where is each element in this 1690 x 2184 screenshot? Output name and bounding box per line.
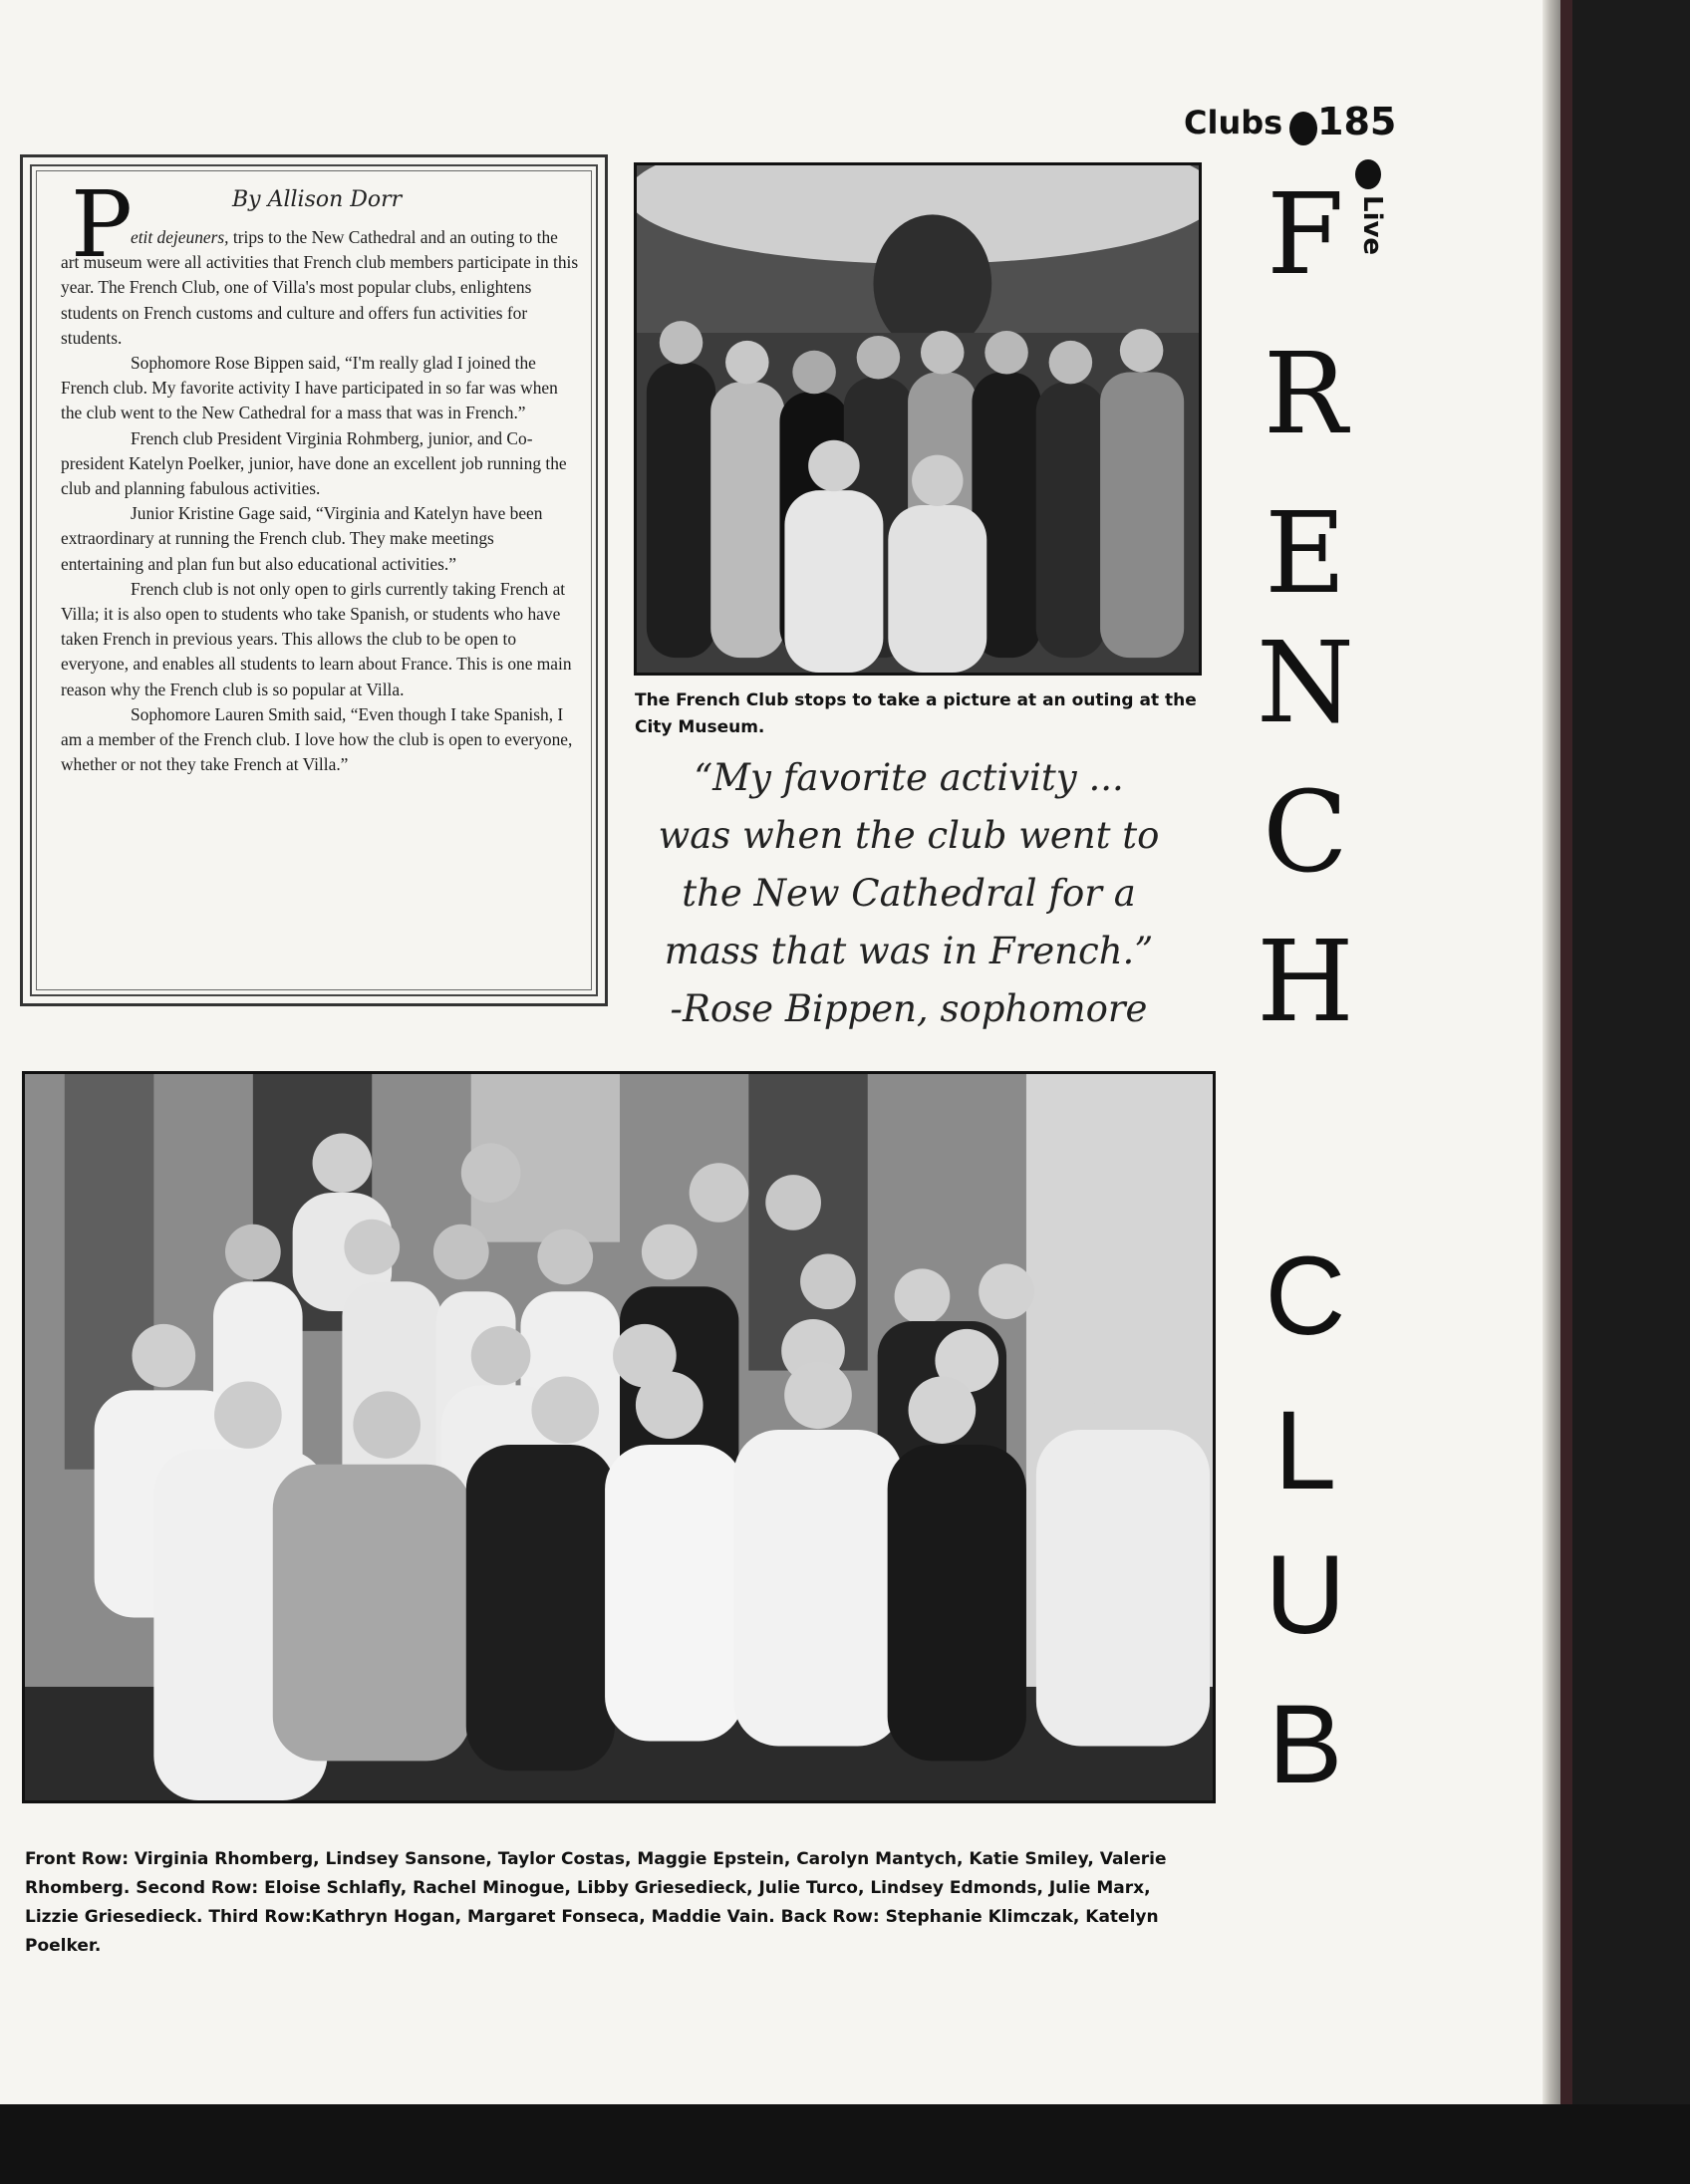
story-paragraph xyxy=(61,225,579,351)
story-paragraph: French club is not only open to girls currently taking French at Villa; it is also open to students who take Spanish, or students who have taken French in previous years. This allows the club to be open to everyone, and enables all students to learn about France. This is one main reason why the French club is so popular at Villa. xyxy=(61,578,572,699)
page-number: 185 xyxy=(1317,100,1397,143)
quote-line: the New Cathedral for a xyxy=(682,872,1136,915)
page-header xyxy=(1176,100,1395,149)
story-lead-italic: etit dejeuners, xyxy=(131,227,229,247)
title-letter: L xyxy=(1273,1388,1337,1512)
photo-city-museum xyxy=(634,162,1202,676)
pull-quote xyxy=(610,749,1208,1038)
title-letter: C xyxy=(1263,768,1348,898)
story-paragraph: French club President Virginia Rohmberg, junior, and Co-president Katelyn Poelker, junior, have done an excellent job running the club and planning fabulous activities. xyxy=(61,427,567,499)
drop-cap: P xyxy=(71,171,133,278)
group-photo-icon xyxy=(25,1074,1213,1800)
story-paragraph-text: trips to the New Cathedral and an outing to the art museum were all activities that French club members participate in this year. The French Club, one of Villa's most popular clubs, enlightens students on French customs and culture and offers fun activities for students. xyxy=(61,227,579,348)
title-letter: C xyxy=(1265,1233,1346,1358)
side-label-text: Live xyxy=(1357,195,1387,256)
quote-attribution: -Rose Bippen, sophomore xyxy=(670,987,1148,1030)
book-cover-edge xyxy=(1560,0,1572,2104)
title-letter: B xyxy=(1268,1682,1343,1806)
section-name: Clubs xyxy=(1184,104,1283,141)
title-letter: R xyxy=(1263,330,1348,459)
quote-line: mass that was in French.” xyxy=(664,930,1154,972)
title-letter: N xyxy=(1257,619,1354,748)
story-paragraph: Junior Kristine Gage said, “Virginia and Katelyn have been extraordinary at running the French club. They make meetings entertaining and plan fun but also educational activities.” xyxy=(61,503,543,574)
quote-line: was when the club went to xyxy=(658,814,1160,857)
story-text xyxy=(61,225,579,992)
story-paragraph: Sophomore Lauren Smith said, “Even though I take Spanish, I am a member of the French club. I love how the club is open to everyone, whether or not they take French at Villa.” xyxy=(61,703,573,775)
quote-line: “My favorite activity ... xyxy=(694,756,1124,799)
title-letter: H xyxy=(1257,918,1354,1047)
bullet-dot-icon xyxy=(1289,112,1317,145)
photo-group-portrait xyxy=(22,1071,1216,1803)
group-photo-icon xyxy=(637,165,1199,673)
title-letter: F xyxy=(1267,170,1344,300)
story-paragraph: Sophomore Rose Bippen said, “I'm really glad I joined the French club. My favorite activity I have participated in so far was when the club went to the New Cathedral for a mass that was in French.” xyxy=(61,353,558,423)
page-edge xyxy=(1543,0,1560,2104)
photo-caption: The French Club stops to take a picture at an outing at the City Museum. xyxy=(635,690,1197,737)
title-letter: U xyxy=(1265,1532,1346,1657)
group-photo-caption: Front Row: Virginia Rhomberg, Lindsey Sansone, Taylor Costas, Maggie Epstein, Carolyn Mantych, Katie Smiley, Valerie Rhomberg. Second Row: Eloise Schlafly, Rachel Minogue, Libby Griesedieck, Julie Turco, Lindsey Edmonds, Julie Marx, Lizzie Griesedieck. Third Row:Kathryn Hogan, Margaret Fonseca, Maddie Vain. Back Row: Stephanie Klimczak, Katelyn Poelker. xyxy=(25,1849,1167,1956)
byline: By Allison Dorr xyxy=(232,187,403,212)
story-box xyxy=(20,154,608,1006)
title-letter: E xyxy=(1265,489,1346,619)
scan-background xyxy=(0,2104,1690,2184)
